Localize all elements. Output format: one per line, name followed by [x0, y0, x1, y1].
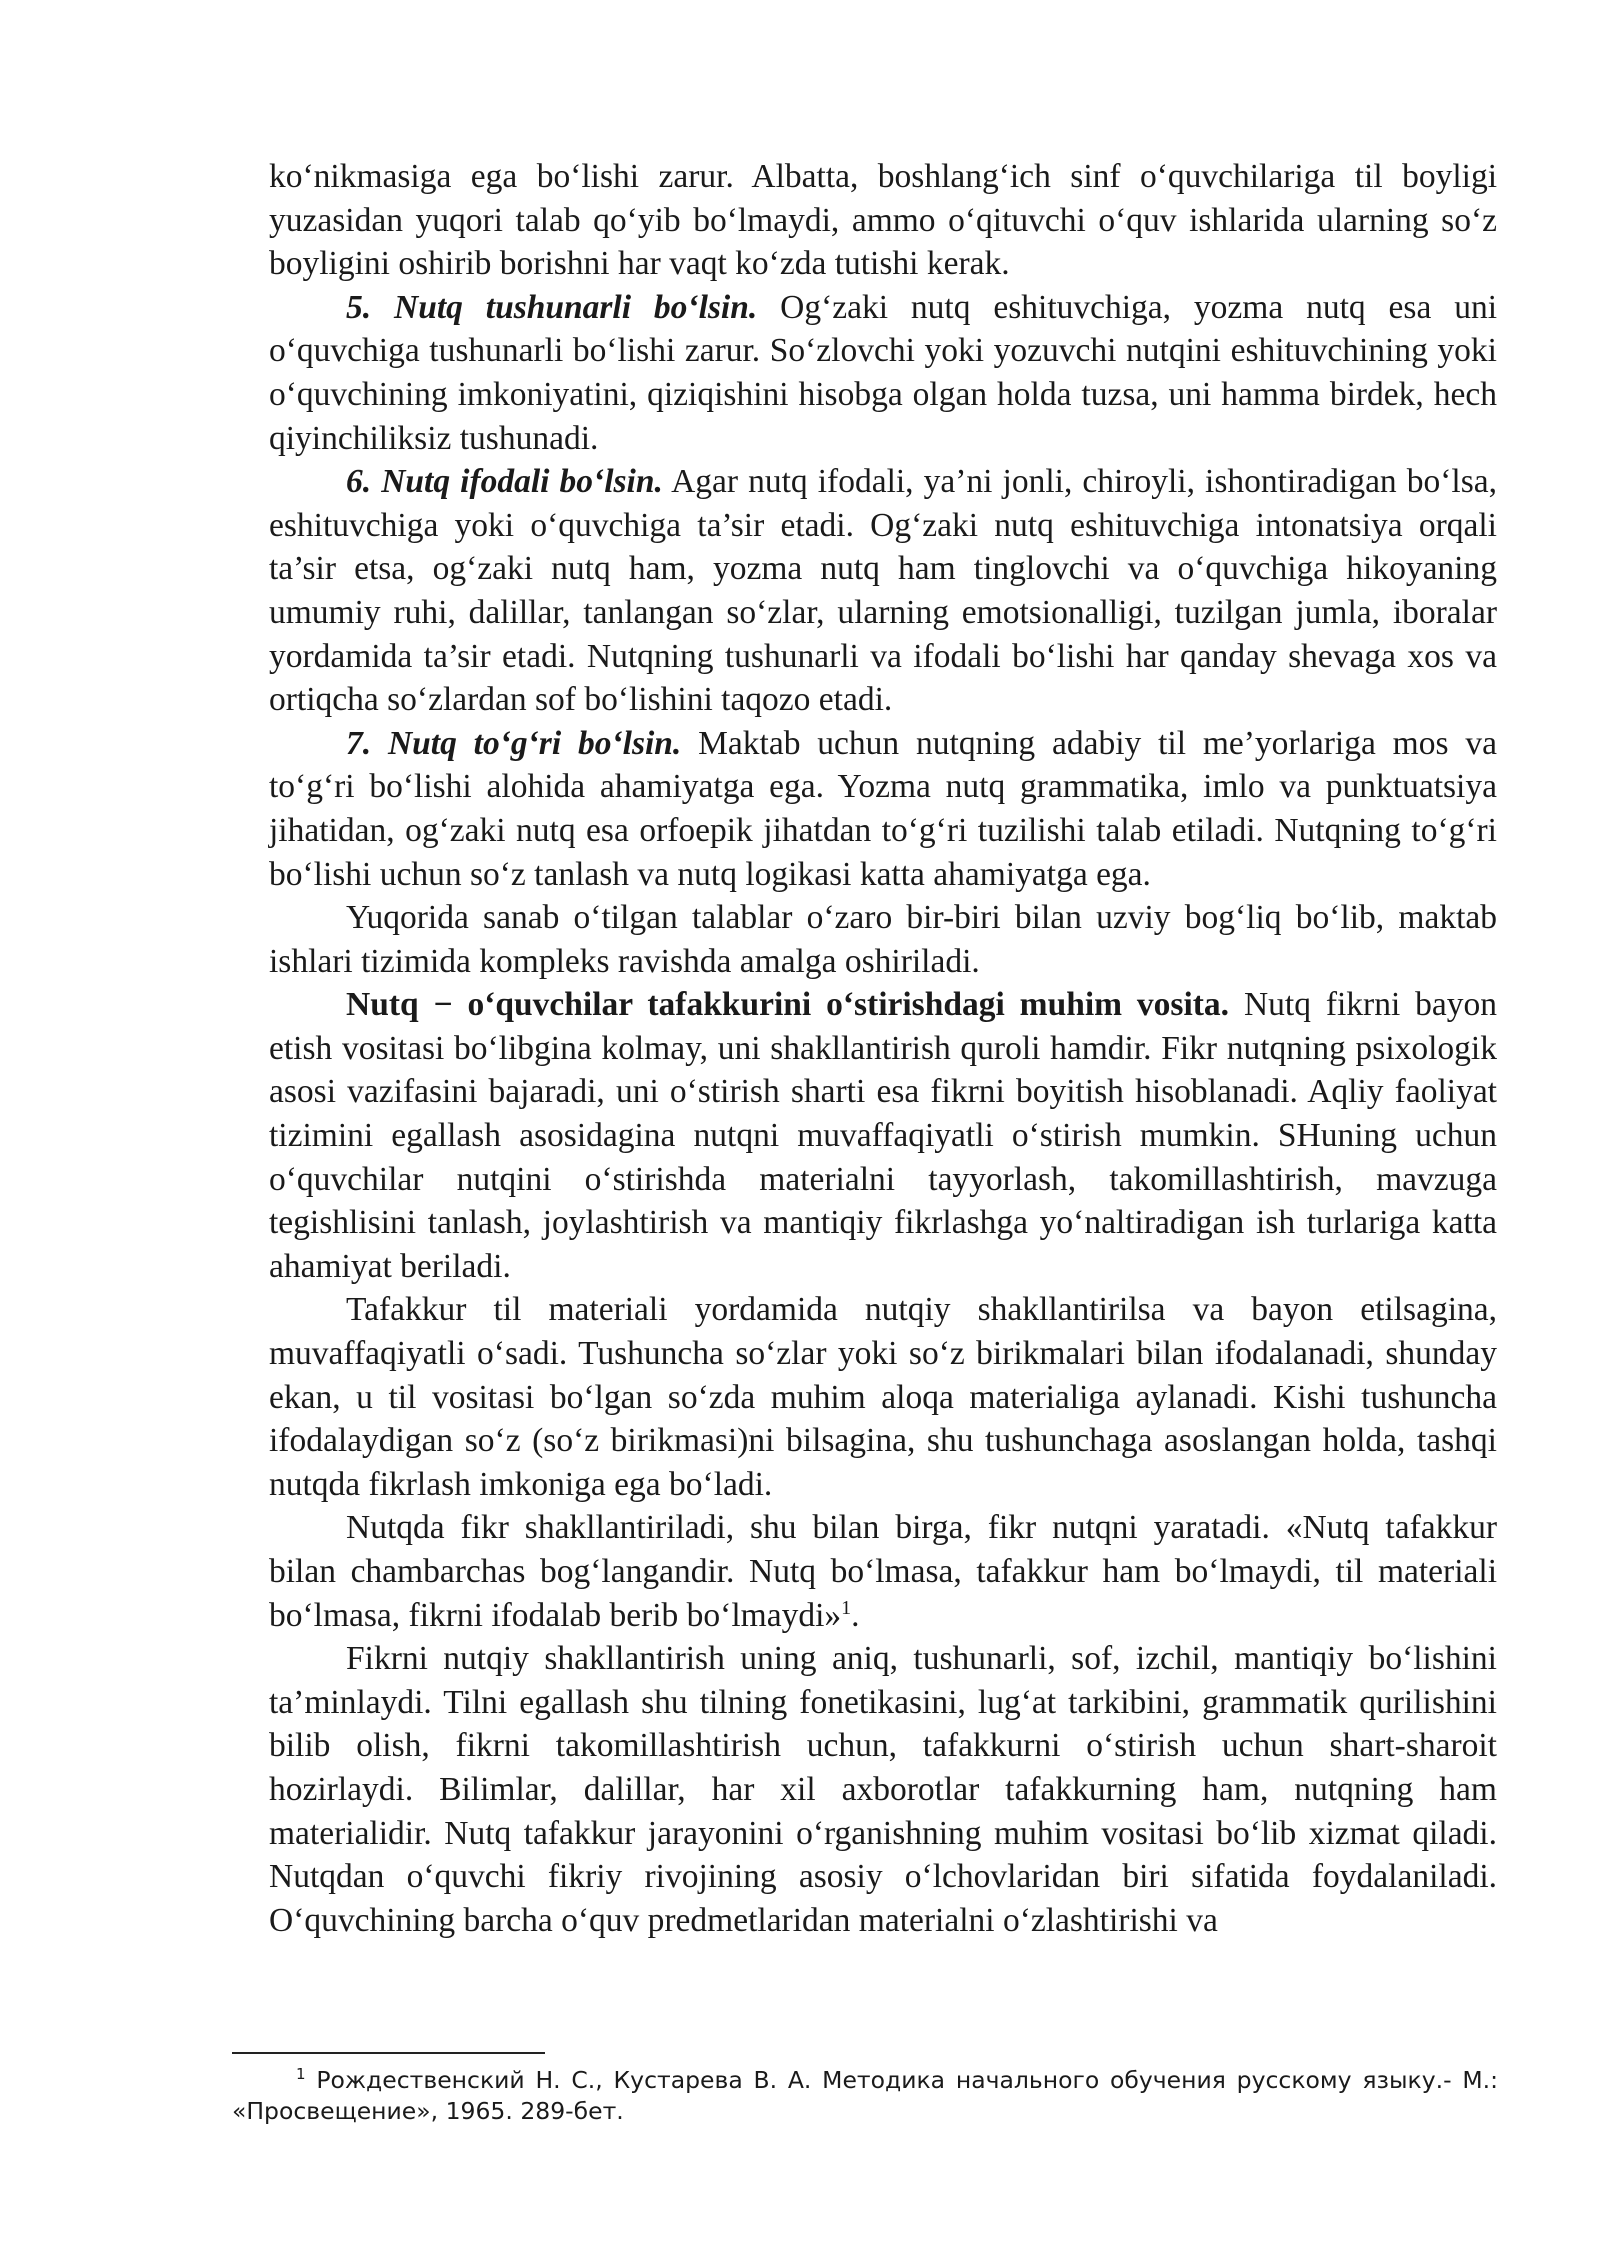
paragraph-heading: 5. Nutq tushunarli bo‘lsin.: [346, 288, 758, 326]
paragraph: Yuqorida sanab o‘tilgan talablar o‘zaro bir-biri bilan uzviy bog‘liq bo‘lib, maktab ishlari tizimida kompleks ravishda amalga oshiriladi.: [269, 899, 1497, 980]
paragraph-text: Maktab uchun nutqning adabiy til me’yorlariga mos va to‘g‘ri bo‘lishi alohida ahamiyatga ega. Yozma nutq grammatika, imlo va punktuatsiya jihatidan, og‘zaki nutq esa orfoepik jihatdan to‘g‘ri tuzilishi talab etiladi. Nutqning to‘g‘ri bo‘lishi uchun so‘z tanlash va nutq logikasi katta ahamiyatga ega.: [269, 724, 1497, 893]
section-heading: Nutq − o‘quvchilar tafakkurini o‘stirishdagi muhim vosita.: [346, 986, 1230, 1024]
footnote: [232, 2065, 1498, 2127]
paragraph: ko‘nikmasiga ega bo‘lishi zarur. Albatta, boshlang‘ich sinf o‘quvchilariga til boyligi yuzasidan yuqori talab qo‘yib bo‘lmaydi, ammo o‘qituvchi o‘quv ishlarida ularning so‘z boyligini oshirib borishni har vaqt ko‘zda tutishi kerak.: [269, 158, 1497, 283]
document-body: [269, 155, 1497, 1942]
paragraph: Fikrni nutqiy shakllantirish uning aniq, tushunarli, sof, izchil, mantiqiy bo‘lishini ta’minlaydi. Tilni egallash shu tilning fonetikasini, lug‘at tarkibini, grammatik qurilishini bilib olish, fikrni takomillashtirish uchun, tafakkurni o‘stirish uchun shart-sharoit hozirlaydi. Bilimlar, dalillar, har xil axborotlar tafakkurning ham, nutqning ham materialidir. Nutq tafakkur jarayonini o‘rganishning muhim vositasi bo‘lib xizmat qiladi. Nutqdan o‘quvchi fikriy rivojining asosiy o‘lchovlaridan biri sifatida foydalaniladi. O‘quvchining barcha o‘quv predmetlaridan materialni o‘zlashtirishi va: [269, 1640, 1497, 1939]
paragraph-text: Nutq fikrni bayon etish vositasi bo‘libgina kolmay, uni shakllantirish quroli hamdir. Fikr nutqning psixologik asosi vazifasini bajaradi, uni o‘stirish sharti esa fikrni boyitish hisoblanadi. Aqliy faoliyat tizimini egallash asosidagina nutqni muvaffaqiyatli o‘stirish mumkin. SHuning uchun o‘quvchilar nutqini o‘stirishda materialni tayyorlash, takomillashtirish, mavzuga tegishlisini tanlash, joylashtirish va mantiqiy fikrlashga yo‘naltiradigan ish turlariga katta ahamiyat beriladi.: [269, 986, 1498, 1285]
paragraph: [269, 1506, 1497, 1637]
paragraph: [269, 286, 1497, 460]
paragraph-text: Agar nutq ifodali, ya’ni jonli, chiroyli, ishontiradigan bo‘lsa, eshituvchiga yoki o‘quvchiga ta’sir etadi. Og‘zaki nutq eshituvchiga intonatsiya orqali ta’sir etsa, og‘zaki nutq ham, yozma nutq ham tinglovchi va o‘quvchiga hikoyaning umumiy ruhi, dalillar, tanlangan so‘zlar, ularning emotsionalligi, tuzilgan jumla, iboralar yordamida ta’sir etadi. Nutqning tushunarli va ifodali bo‘lishi har qanday shevaga xos va ortiqcha so‘zlardan sof bo‘lishini taqozo etadi.: [269, 463, 1497, 719]
paragraph-text: Nutqda fikr shakllantiriladi, shu bilan birga, fikr nutqni yaratadi. «Nutq tafakkur bilan chambarchas bog‘langandir. Nutq bo‘lmasa, tafakkur ham bo‘lmaydi, til materiali bo‘lmasa, fikrni ifodalab berib bo‘lmaydi»: [269, 1509, 1497, 1634]
paragraph: [269, 983, 1497, 1288]
footnote-reference[interactable]: 1: [841, 1596, 852, 1619]
paragraph: Tafakkur til materiali yordamida nutqiy shakllantirilsa va bayon etilsagina, muvaffaqiyatli o‘sadi. Tushuncha so‘zlar yoki so‘z birikmalari bilan ifodalanadi, shunday ekan, u til vositasi bo‘lgan so‘zda muhim aloqa materialiga aylanadi. Kishi tushuncha ifodalaydigan so‘z (so‘z birikmasi)ni bilsagina, shu tushunchaga asoslangan holda, tashqi nutqda fikrlash imkoniga ega bo‘ladi.: [269, 1291, 1497, 1503]
paragraph-heading: 7. Nutq to‘g‘ri bo‘lsin.: [346, 724, 682, 762]
paragraph: [269, 722, 1497, 896]
paragraph-text-end: .: [851, 1596, 860, 1634]
footnote-separator: [232, 2052, 545, 2054]
paragraph-heading: 6. Nutq ifodali bo‘lsin.: [346, 463, 663, 501]
paragraph-text: Og‘zaki nutq eshituvchiga, yozma nutq esa uni o‘quvchiga tushunarli bo‘lishi zarur. So‘zlovchi yoki yozuvchi nutqini eshituvchining yoki o‘quvchining imkoniyatini, qiziqishini hisobga olgan holda tuzsa, uni hamma birdek, hech qiyinchiliksiz tushunadi.: [269, 288, 1498, 457]
footnote-marker: 1: [296, 2065, 306, 2084]
paragraph: [269, 460, 1497, 722]
footnote-text: Рождественский Н. С., Кустарева В. А. Методика начального обучения русскому языку.- М.: «Просвещение», 1965. 289-бет.: [232, 2066, 1498, 2125]
